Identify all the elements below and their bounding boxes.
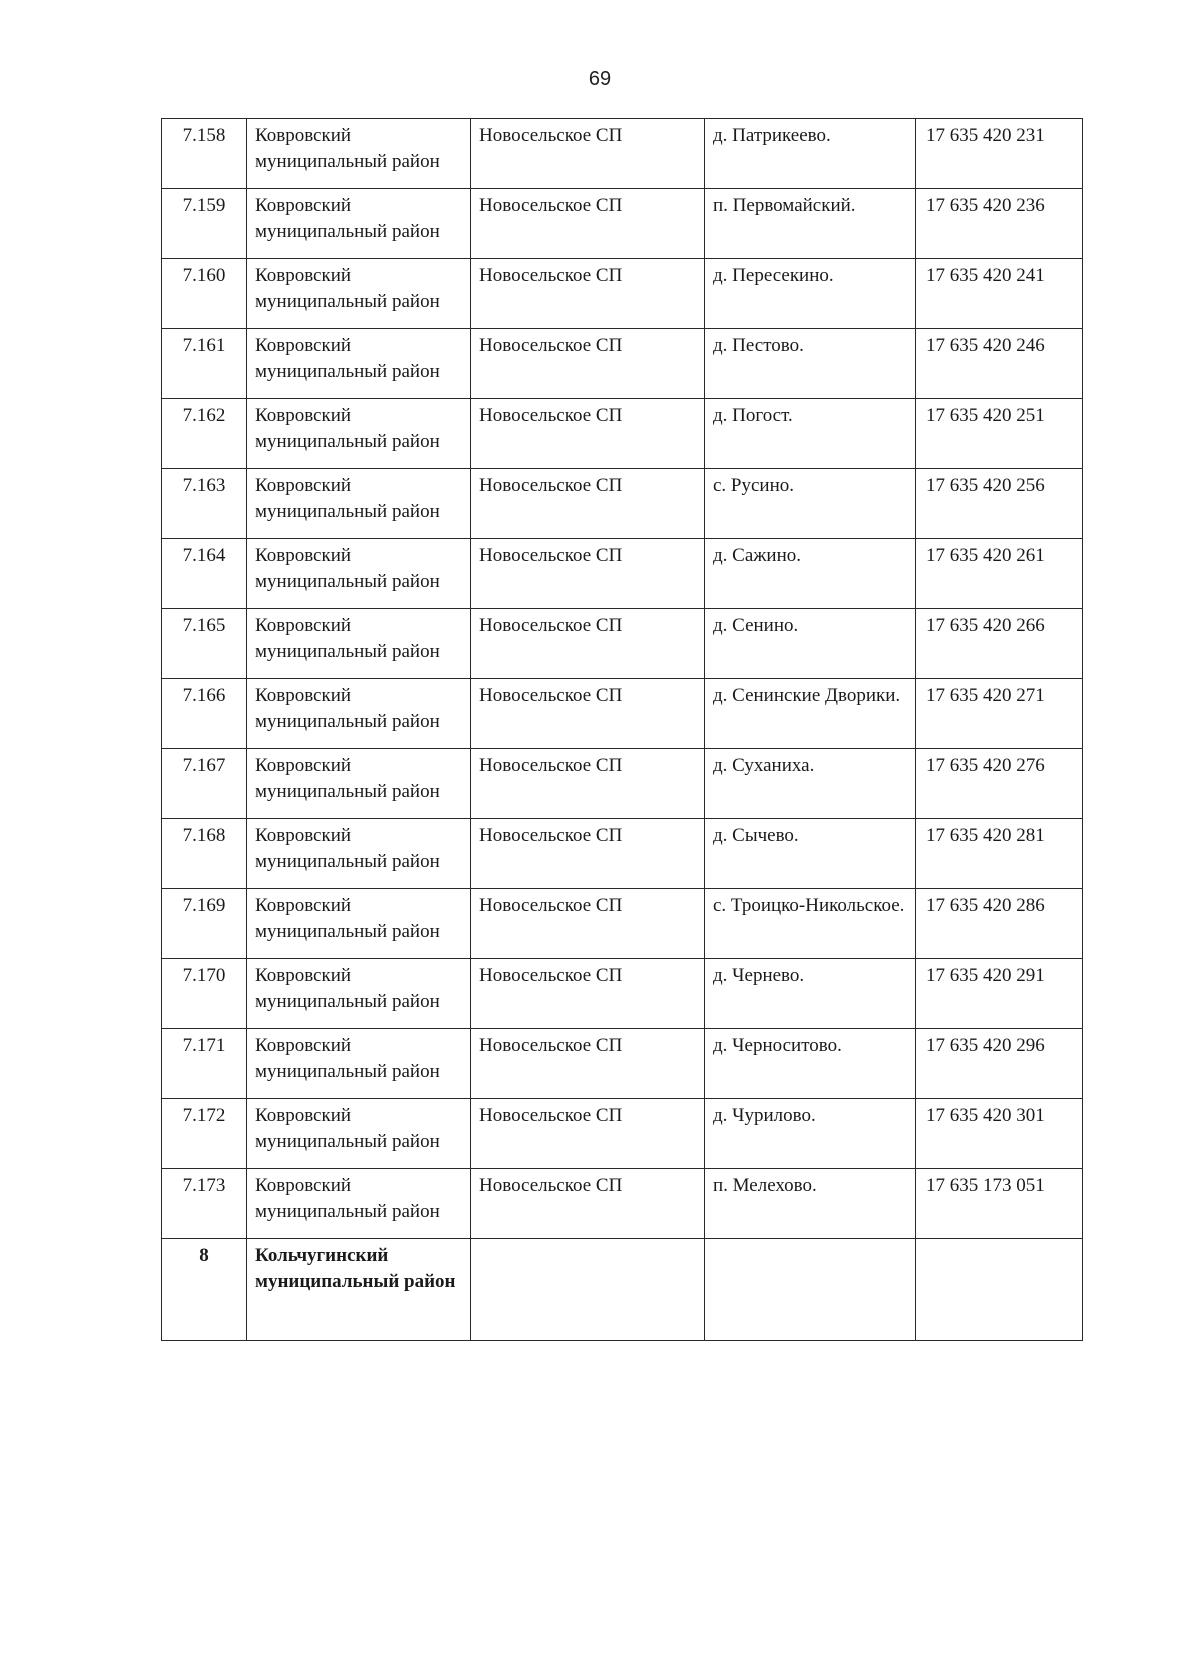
row-number: 8	[162, 1239, 247, 1341]
row-number: 7.158	[162, 119, 247, 189]
district-cell: Ковровский муниципальный район	[247, 749, 471, 819]
oktmo-code-cell	[916, 1239, 1083, 1341]
table-row	[162, 609, 1083, 679]
settlement-cell: Новосельское СП	[471, 1169, 705, 1239]
table-row	[162, 399, 1083, 469]
district-cell: Ковровский муниципальный район	[247, 819, 471, 889]
settlement-cell: Новосельское СП	[471, 609, 705, 679]
locality-cell	[705, 1239, 916, 1341]
oktmo-code-cell: 17 635 420 246	[916, 329, 1083, 399]
settlement-cell: Новосельское СП	[471, 119, 705, 189]
oktmo-code-cell: 17 635 420 286	[916, 889, 1083, 959]
settlement-cell: Новосельское СП	[471, 189, 705, 259]
row-number: 7.171	[162, 1029, 247, 1099]
table-row	[162, 679, 1083, 749]
locality-cell: д. Пестово.	[705, 329, 916, 399]
table-row	[162, 889, 1083, 959]
district-cell: Ковровский муниципальный район	[247, 539, 471, 609]
settlement-cell: Новосельское СП	[471, 539, 705, 609]
district-cell: Ковровский муниципальный район	[247, 679, 471, 749]
oktmo-code-cell: 17 635 420 271	[916, 679, 1083, 749]
oktmo-code-cell: 17 635 420 231	[916, 119, 1083, 189]
table-row	[162, 259, 1083, 329]
district-cell: Ковровский муниципальный район	[247, 469, 471, 539]
locality-cell: п. Мелехово.	[705, 1169, 916, 1239]
settlements-table	[161, 118, 1083, 1341]
oktmo-code-cell: 17 635 420 301	[916, 1099, 1083, 1169]
district-cell: Ковровский муниципальный район	[247, 119, 471, 189]
district-cell: Ковровский муниципальный район	[247, 399, 471, 469]
row-number: 7.164	[162, 539, 247, 609]
oktmo-code-cell: 17 635 420 296	[916, 1029, 1083, 1099]
table-row	[162, 749, 1083, 819]
row-number: 7.170	[162, 959, 247, 1029]
row-number: 7.159	[162, 189, 247, 259]
row-number: 7.165	[162, 609, 247, 679]
locality-cell: д. Сенинские Дворики.	[705, 679, 916, 749]
district-cell: Ковровский муниципальный район	[247, 959, 471, 1029]
settlement-cell: Новосельское СП	[471, 1029, 705, 1099]
row-number: 7.169	[162, 889, 247, 959]
row-number: 7.173	[162, 1169, 247, 1239]
locality-cell: п. Первомайский.	[705, 189, 916, 259]
locality-cell: д. Патрикеево.	[705, 119, 916, 189]
settlement-cell: Новосельское СП	[471, 889, 705, 959]
locality-cell: д. Чернево.	[705, 959, 916, 1029]
locality-cell: д. Пересекино.	[705, 259, 916, 329]
settlement-cell: Новосельское СП	[471, 259, 705, 329]
locality-cell: д. Погост.	[705, 399, 916, 469]
oktmo-code-cell: 17 635 420 241	[916, 259, 1083, 329]
row-number: 7.162	[162, 399, 247, 469]
oktmo-code-cell: 17 635 420 256	[916, 469, 1083, 539]
locality-cell: д. Сенино.	[705, 609, 916, 679]
table-row	[162, 819, 1083, 889]
table-row	[162, 959, 1083, 1029]
settlement-cell: Новосельское СП	[471, 329, 705, 399]
locality-cell: д. Черноситово.	[705, 1029, 916, 1099]
district-cell: Ковровский муниципальный район	[247, 1099, 471, 1169]
settlement-cell	[471, 1239, 705, 1341]
district-cell: Ковровский муниципальный район	[247, 259, 471, 329]
table-row	[162, 189, 1083, 259]
row-number: 7.163	[162, 469, 247, 539]
locality-cell: с. Русино.	[705, 469, 916, 539]
district-cell: Ковровский муниципальный район	[247, 609, 471, 679]
table-row	[162, 1169, 1083, 1239]
oktmo-code-cell: 17 635 420 236	[916, 189, 1083, 259]
oktmo-code-cell: 17 635 420 281	[916, 819, 1083, 889]
settlement-cell: Новосельское СП	[471, 399, 705, 469]
locality-cell: д. Сажино.	[705, 539, 916, 609]
table-row	[162, 539, 1083, 609]
locality-cell: д. Сычево.	[705, 819, 916, 889]
row-number: 7.172	[162, 1099, 247, 1169]
oktmo-code-cell: 17 635 420 276	[916, 749, 1083, 819]
settlement-cell: Новосельское СП	[471, 679, 705, 749]
table-row-district-header	[162, 1239, 1083, 1341]
district-cell: Ковровский муниципальный район	[247, 889, 471, 959]
settlement-cell: Новосельское СП	[471, 819, 705, 889]
oktmo-code-cell: 17 635 173 051	[916, 1169, 1083, 1239]
row-number: 7.167	[162, 749, 247, 819]
oktmo-code-cell: 17 635 420 261	[916, 539, 1083, 609]
page-number: 69	[588, 68, 612, 90]
table-row	[162, 1029, 1083, 1099]
row-number: 7.166	[162, 679, 247, 749]
table-row	[162, 329, 1083, 399]
oktmo-code-cell: 17 635 420 266	[916, 609, 1083, 679]
oktmo-code-cell: 17 635 420 291	[916, 959, 1083, 1029]
row-number: 7.168	[162, 819, 247, 889]
locality-cell: д. Чурилово.	[705, 1099, 916, 1169]
settlement-cell: Новосельское СП	[471, 469, 705, 539]
district-cell: Ковровский муниципальный район	[247, 1169, 471, 1239]
table-row	[162, 1099, 1083, 1169]
settlement-cell: Новосельское СП	[471, 749, 705, 819]
oktmo-code-cell: 17 635 420 251	[916, 399, 1083, 469]
row-number: 7.161	[162, 329, 247, 399]
row-number: 7.160	[162, 259, 247, 329]
locality-cell: д. Суханиха.	[705, 749, 916, 819]
table-row	[162, 119, 1083, 189]
locality-cell: с. Троицко-Никольское.	[705, 889, 916, 959]
district-cell: Ковровский муниципальный район	[247, 1029, 471, 1099]
district-cell: Ковровский муниципальный район	[247, 189, 471, 259]
district-cell: Ковровский муниципальный район	[247, 329, 471, 399]
district-cell: Кольчугинский муниципальный район	[247, 1239, 471, 1341]
settlement-cell: Новосельское СП	[471, 1099, 705, 1169]
table-row	[162, 469, 1083, 539]
settlement-cell: Новосельское СП	[471, 959, 705, 1029]
